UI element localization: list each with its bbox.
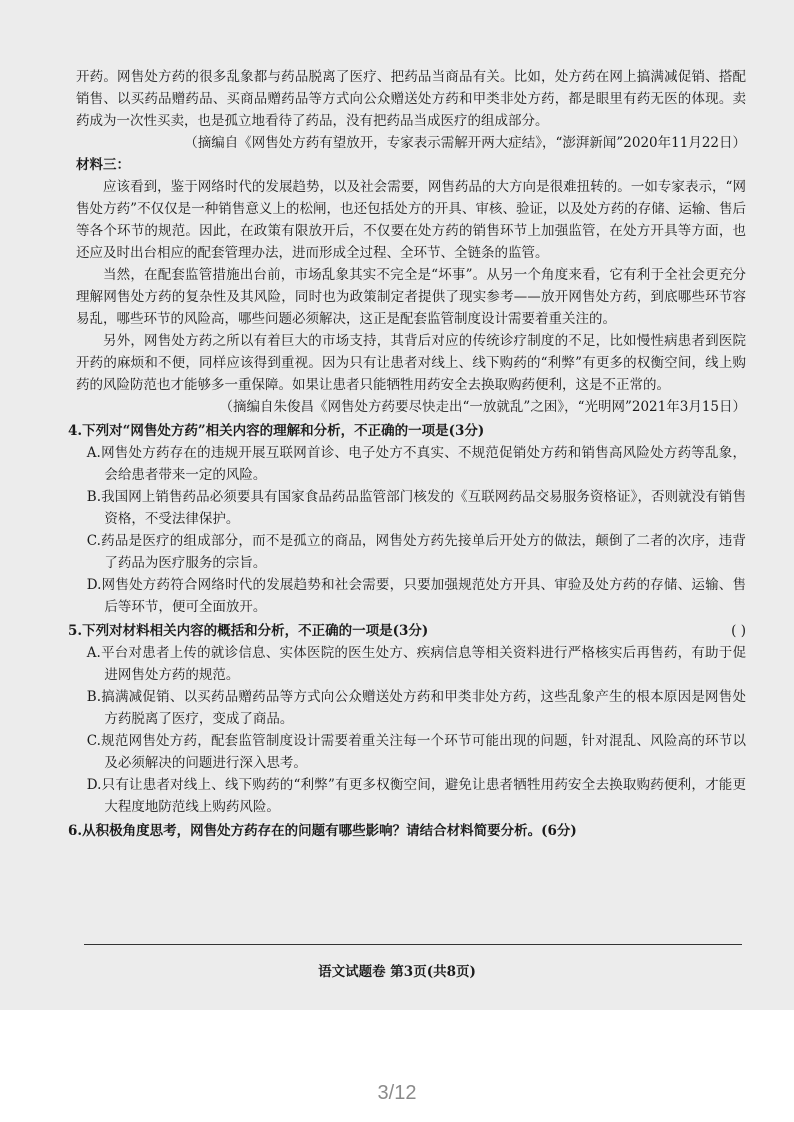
answer-blank: ( ) [731,623,746,639]
answer-option: C.药品是医疗的组成部分，而不是孤立的商品，网售处方药先接单后开处方的做法，颠倒了二者的次序，违背了药品为医疗服务的宗旨。 [86,533,746,571]
page-counter: 3/12 [377,1082,417,1104]
paragraph: 当然，在配套监管措施出台前，市场乱象其实不完全是“坏事”。从另一个角度来看，它有利于全社会更充分理解网售处方药的复杂性及其风险，同时也为政策制定者提供了现实参考——放开网售处方药，到底哪些环节容易乱，哪些环节的风险高，哪些问题必须解决，这正是配套监管制度设计需要着重关注的。 [76,267,746,327]
answer-option: A.平台对患者上传的就诊信息、实体医院的医生处方、疾病信息等相关资料进行严格核实后再售药，有助于促进网售处方药的规范。 [86,645,746,683]
paragraph: 另外，网售处方药之所以有着巨大的市场支持，其背后对应的传统诊疗制度的不足，比如慢性病患者到医院开药的麻烦和不便，同样应该得到重视。因为只有让患者对线上、线下购药的“利弊”有更多的权衡空间，线上购药的风险防范也才能够多一重保障。如果让患者只能牺牲用药安全去换取购药便利，这是不正常的。 [76,333,746,393]
question-stem: 4.下列对“网售处方药”相关内容的理解和分析，不正确的一项是(3分) [68,423,485,439]
question-stem: 5.下列对材料相关内容的概括和分析，不正确的一项是(3分) ( ) [68,620,746,642]
answer-option: C.规范网售处方药，配套监管制度设计需要着重关注每一个环节可能出现的问题，针对混乱、风险高的环节以及必须解决的问题进行深入思考。 [86,733,746,771]
source-citation: （摘编自《网售处方药有望放开，专家表示需解开两大症结》，“澎湃新闻”2020年11月22日） [184,135,746,151]
footer-divider [84,944,742,945]
exam-content [68,66,746,842]
paragraph: 应该看到，鉴于网络时代的发展趋势，以及社会需要，网售药品的大方向是很难扭转的。一如专家表示，“网售处方药”不仅仅是一种销售意义上的松闸，也还包括处方的开具、审核、验证，以及处方药的存储、运输、售后等各个环节的规范。因此，在政策有限放开后，不仅要在处方药的销售环节上加强监管，在处方开具等方面，也还应及时出台相应的配套管理办法，进而形成全过程、全环节、全链条的监管。 [76,179,746,261]
material-heading: 材料三： [76,157,130,173]
answer-option: D.网售处方药符合网络时代的发展趋势和社会需要，只要加强规范处方开具、审验及处方药的存储、运输、售后等环节，便可全面放开。 [86,577,746,615]
question-stem: 6.从积极角度思考，网售处方药存在的问题有哪些影响？请结合材料简要分析。(6分) [68,823,577,839]
source-citation: （摘编自朱俊昌《网售处方药要尽快走出“一放就乱”之困》，“光明网”2021年3月15日） [219,399,746,415]
paragraph-continued: 开药。网售处方药的很多乱象都与药品脱离了医疗、把药品当商品有关。比如，处方药在网上搞满减促销、搭配销售、以买药品赠药品、买商品赠药品等方式向公众赠送处方药和甲类非处方药，都是眼里有药无医的体现。卖药成为一次性买卖，也是孤立地看待了药品，没有把药品当成医疗的组成部分。 [76,69,746,129]
answer-option: A.网售处方药存在的违规开展互联网首诊、电子处方不真实、不规范促销处方药和销售高风险处方药等乱象，会给患者带来一定的风险。 [86,445,746,483]
answer-option: B.搞满减促销、以买药品赠药品等方式向公众赠送处方药和甲类非处方药，这些乱象产生的根本原因是网售处方药脱离了医疗，变成了商品。 [86,689,746,727]
page-footer: 语文试题卷 第3页(共8页) [318,964,476,980]
answer-option: D.只有让患者对线上、线下购药的“利弊”有更多权衡空间，避免让患者牺牲用药安全去换取购药便利，才能更大程度地防范线上购药风险。 [86,777,746,815]
answer-option: B.我国网上销售药品必须要具有国家食品药品监管部门核发的《互联网药品交易服务资格证》，否则就没有销售资格，不受法律保护。 [86,489,746,527]
